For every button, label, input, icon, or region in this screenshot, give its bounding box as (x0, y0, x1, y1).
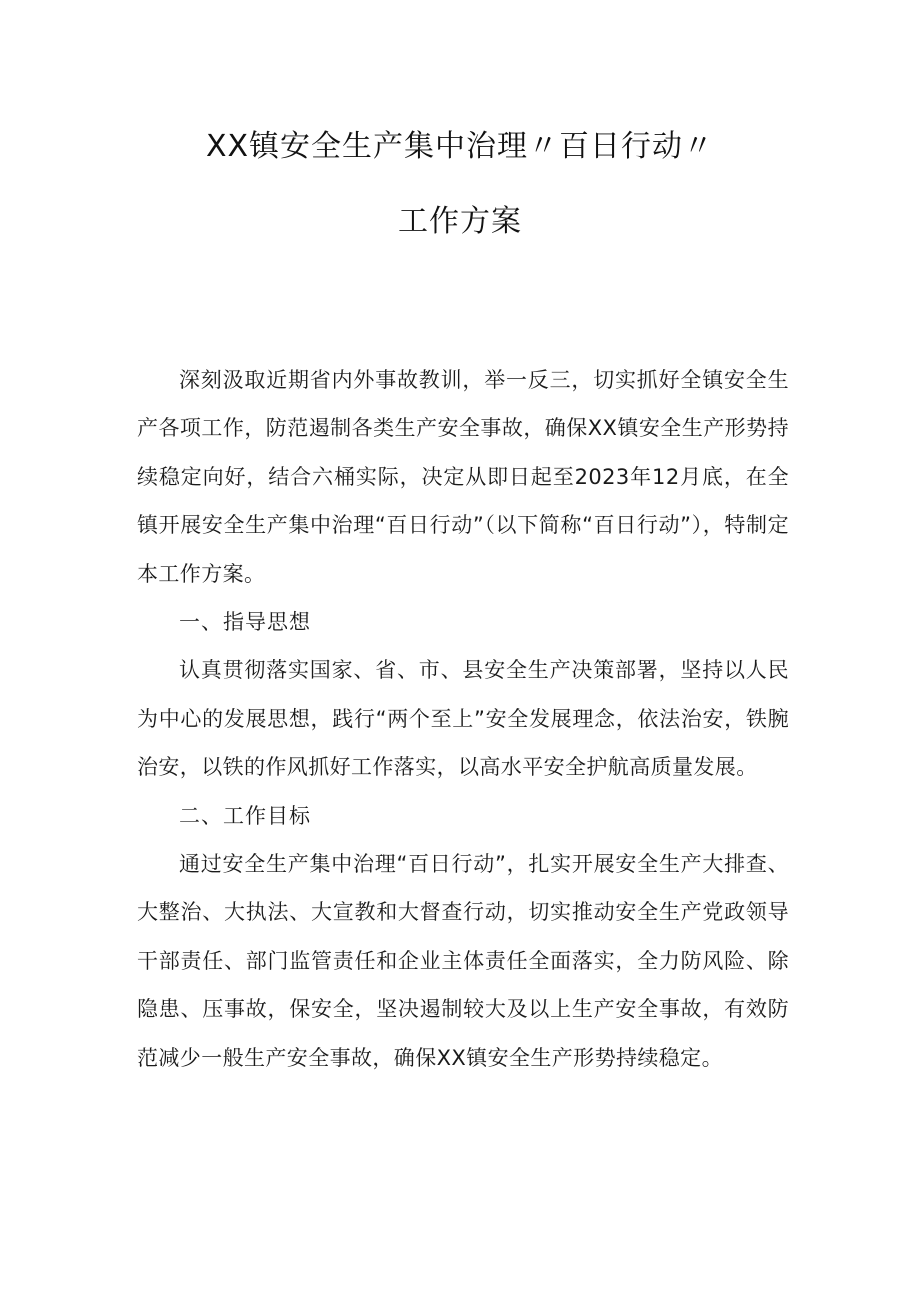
intro-paragraph: 深刻汲取近期省内外事故教训，举一反三，切实抓好全镇安全生产各项工作，防范遏制各类生产安全事故，确保XX镇安全生产形势持续稳定向好，结合六桶实际，决定从即日起至2023年12月底，在全镇开展安全生产集中治理“百日行动”（以下简称“百日行动”），特制定本工作方案。 (137, 368, 789, 586)
document-body (137, 356, 789, 1082)
title-line-2: 工作方案 (398, 204, 522, 239)
document-title (0, 128, 920, 241)
section-paragraph-guiding-ideology: 认真贯彻落实国家、省、市、县安全生产决策部署，坚持以人民为中心的发展思想，践行“两个至上”安全发展理念，依法治安，铁腕治安，以铁的作风抓好工作落实，以高水平安全护航高质量发展。 (137, 658, 789, 780)
title-line-1: XX镇安全生产集中治理〃百日行动〃 (205, 129, 715, 164)
section-heading-work-goals: 二、工作目标 (179, 803, 311, 828)
section-paragraph-work-goals: 通过安全生产集中治理“百日行动”，扎实开展安全生产大排查、大整治、大执法、大宣教和大督查行动，切实推动安全生产党政领导干部责任、部门监管责任和企业主体责任全面落实，全力防风险、除隐患、压事故，保安全，坚决遏制较大及以上生产安全事故，有效防范减少一般生产安全事故，确保XX镇安全生产形势持续稳定。 (137, 852, 789, 1070)
section-heading-guiding-ideology: 一、指导思想 (179, 610, 311, 635)
